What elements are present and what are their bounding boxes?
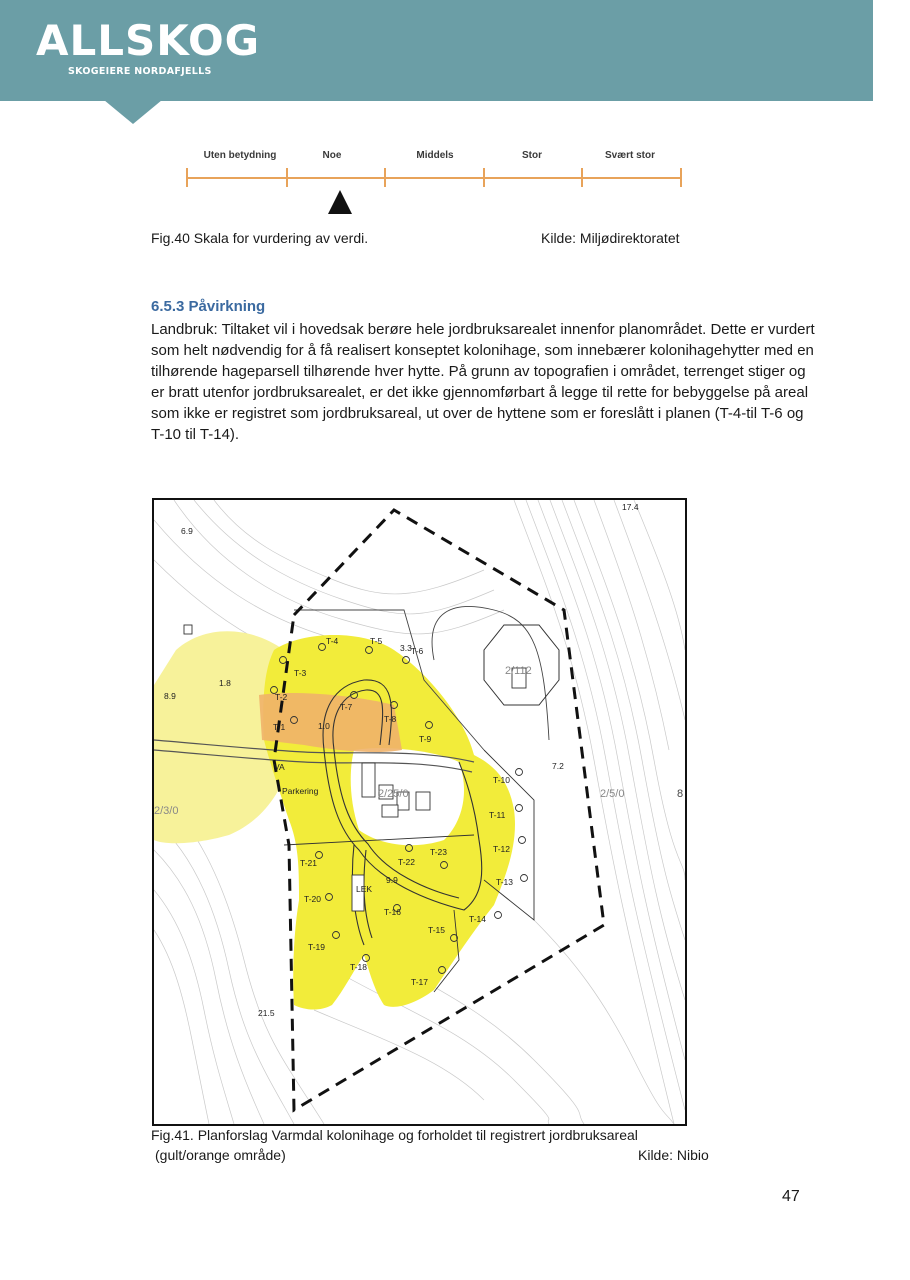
parcel-label: 2/112 [505, 665, 532, 677]
fig41-source: Kilde: Nibio [638, 1147, 709, 1163]
page-header [0, 0, 873, 101]
plot-label: T-15 [428, 925, 446, 935]
scale-indicator-arrow-icon [328, 190, 352, 214]
plot-label: T-6 [411, 646, 424, 656]
plot-label: T-3 [294, 668, 307, 678]
plot-label: T-20 [304, 894, 322, 904]
building [184, 625, 192, 634]
scale-line [187, 177, 682, 179]
fig40-source: Kilde: Miljødirektoratet [541, 230, 680, 246]
fig40-caption: Fig.40 Skala for vurdering av verdi. [151, 230, 369, 246]
elevation-label: 1.8 [219, 678, 231, 688]
scale-label-none: Uten betydning [203, 150, 277, 161]
scale-label-very-large: Svært stor [604, 150, 656, 161]
scale-label-medium: Middels [416, 150, 454, 161]
page-number: 47 [782, 1188, 800, 1205]
plan-map-drawing [154, 500, 685, 1124]
plot-label: T-19 [308, 942, 326, 952]
fig41-caption: Fig.41. Planforslag Varmdal kolonihage og forholdet til registrert jordbruksareal [151, 1127, 638, 1143]
elevation-label: 21.5 [258, 1008, 275, 1018]
parcel-label: 2/25/0 [378, 788, 409, 800]
brand-subtitle: SKOGEIERE NORDAFJELLS [68, 66, 212, 77]
plot-label: T-13 [496, 877, 514, 887]
elevation-label: 9.9 [386, 875, 398, 885]
elevation-label: 17.4 [622, 502, 639, 512]
edge-label: 8 [677, 788, 684, 800]
scale-label-some: Noe [322, 150, 342, 161]
brand-logo: ALLSKOG [36, 16, 261, 65]
elevation-label: 8.9 [164, 691, 176, 701]
elevation-label: 6.9 [181, 526, 193, 536]
elevation-label: 3.3 [400, 643, 412, 653]
plot-label: T-8 [384, 714, 397, 724]
place-label: VA [274, 762, 285, 772]
scale-tick [680, 168, 682, 187]
plot-label: T-5 [370, 636, 383, 646]
place-label: LEK [356, 884, 373, 894]
plot-label: T-22 [398, 857, 416, 867]
plot-label: T-21 [300, 858, 318, 868]
plot-label: T-7 [340, 702, 353, 712]
fig41-caption-line2: (gult/orange område) [155, 1147, 286, 1163]
plot-label: T-11 [489, 810, 506, 820]
elevation-label: 7.2 [552, 761, 564, 771]
parcel-label: 2/3/0 [154, 805, 179, 817]
plot-label: T-23 [430, 847, 448, 857]
plot-label: T-2 [275, 692, 288, 702]
plot-label: T-1 [273, 722, 286, 732]
plot-label: T-12 [493, 844, 511, 854]
parcel-label: 2/5/0 [600, 788, 625, 800]
plan-map [152, 498, 687, 1126]
section-heading: 6.5.3 Påvirkning [151, 298, 266, 315]
plot-label: T-9 [419, 734, 432, 744]
scale-tick [286, 168, 288, 187]
header-notch [104, 100, 162, 124]
place-label: Parkering [282, 786, 319, 796]
scale-tick [483, 168, 485, 187]
scale-tick [581, 168, 583, 187]
plot-label: T-18 [350, 962, 368, 972]
section-body: Landbruk: Tiltaket vil i hovedsak berøre hele jordbruksarealet innenfor planområdet. Dette er vurdert som helt nødvendig for å få realisert konseptet kolonihage, som innebærer kolonihagehytter med en tilhørende hageparsell tilhørende hver hytte. På grunn av topografien i området, terrenget stiger og er bratt utenfor jordbruksarealet, er det ikke gjennomførbart å legge til rette for bebyggelse på areal som ikke er registret som jordbruksareal, ut over de hyttene som er foreslått i planen (T-4-til T-6 og T-10 til T-14). [151, 321, 815, 443]
plot-label: T-10 [493, 775, 511, 785]
plot-label: T-14 [469, 914, 487, 924]
plot-label: T-17 [411, 977, 429, 987]
scale-tick [186, 168, 188, 187]
plot-label: T-16 [384, 907, 402, 917]
plot-label: T-4 [326, 636, 339, 646]
elevation-label: 1.0 [318, 721, 330, 731]
scale-tick [384, 168, 386, 187]
scale-label-large: Stor [522, 150, 542, 161]
